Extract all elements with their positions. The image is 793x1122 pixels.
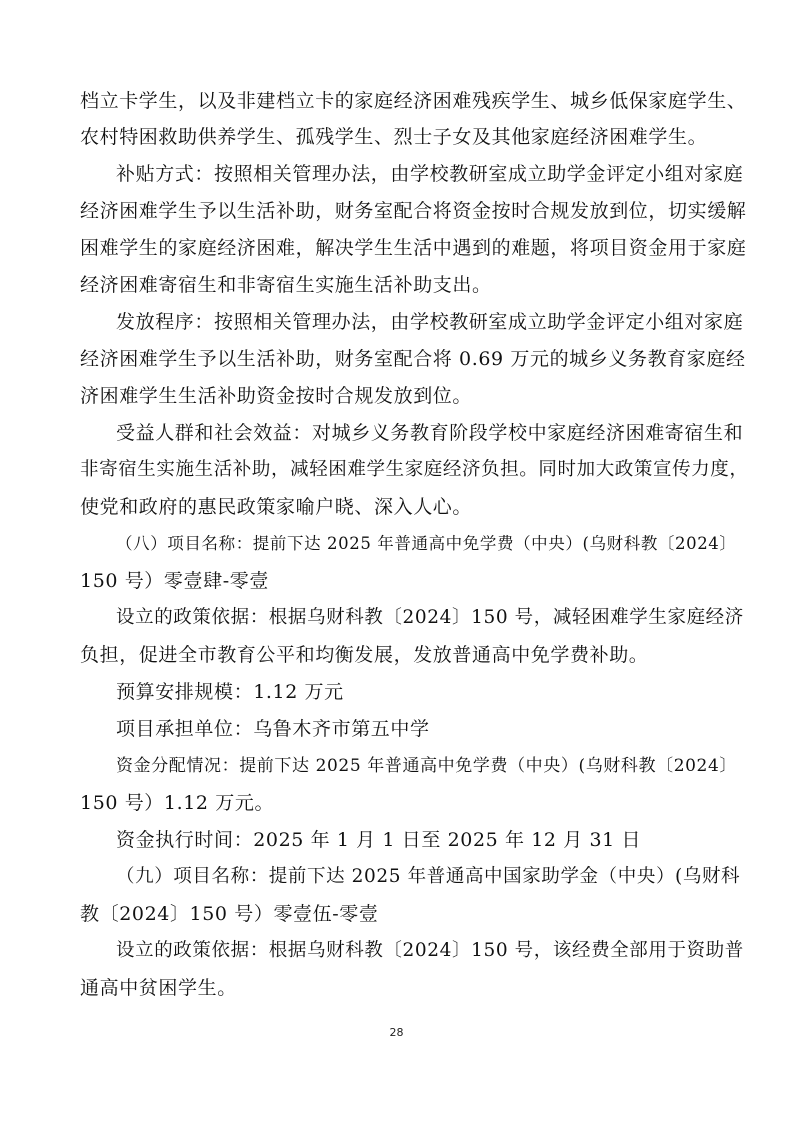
paragraph-line: 资金执行时间：2025 年 1 月 1 日至 2025 年 12 月 31 日: [116, 829, 642, 851]
paragraph-line: 经济困难学生予以生活补助，财务室配合将 0.69 万元的城乡义务教育家庭经: [80, 348, 746, 370]
paragraph-line: 农村特困救助供养学生、孤残学生、烈士子女及其他家庭经济困难学生。: [80, 126, 708, 148]
section-heading-line: （八）项目名称：提前下达 2025 年普通高中免学费（中央）(乌财科教〔2024〕: [116, 534, 737, 553]
paragraph-line: 补贴方式：按照相关管理办法，由学校教研室成立助学金评定小组对家庭: [116, 163, 744, 185]
paragraph-line: 发放程序：按照相关管理办法，由学校教研室成立助学金评定小组对家庭: [116, 311, 744, 333]
section-heading-line: 教〔2024〕150 号）零壹伍-零壹: [80, 903, 379, 925]
paragraph-line: 使党和政府的惠民政策家喻户晓、深入人心。: [80, 496, 473, 518]
paragraph-line: 非寄宿生实施生活补助，减轻困难学生家庭经济负担。同时加大政策宣传力度，: [80, 459, 749, 480]
paragraph-line: 经济困难学生予以生活补助，财务室配合将资金按时合规发放到位，切实缓解: [80, 200, 747, 222]
paragraph-line: 资金分配情况：提前下达 2025 年普通高中免学费（中央）(乌财科教〔2024〕: [116, 756, 737, 776]
paragraph-line: 项目承担单位：乌鲁木齐市第五中学: [116, 718, 430, 740]
page-number: 28: [389, 1026, 404, 1039]
paragraph-line: 通高中贫困学生。: [80, 977, 237, 999]
paragraph-line: 档立卡学生，以及非建档立卡的家庭经济困难残疾学生、城乡低保家庭学生、: [80, 90, 747, 112]
paragraph-line: 150 号）1.12 万元。: [80, 792, 275, 814]
paragraph-line: 设立的政策依据：根据乌财科教〔2024〕150 号，该经费全部用于资助普: [116, 940, 744, 961]
paragraph-line: 经济困难寄宿生和非寄宿生实施生活补助支出。: [80, 274, 492, 296]
paragraph-line: 负担，促进全市教育公平和均衡发展，发放普通高中免学费补助。: [80, 644, 649, 666]
paragraph-line: 受益人群和社会效益：对城乡义务教育阶段学校中家庭经济困难寄宿生和: [116, 422, 744, 444]
section-heading-line: （九）项目名称：提前下达 2025 年普通高中国家助学金（中央）(乌财科: [116, 866, 741, 887]
paragraph-line: 预算安排规模：1.12 万元: [116, 681, 344, 703]
paragraph-line: 济困难学生生活补助资金按时合规发放到位。: [80, 385, 473, 407]
section-heading-line: 150 号）零壹肆-零壹: [80, 570, 269, 592]
paragraph-line: 设立的政策依据：根据乌财科教〔2024〕150 号，减轻困难学生家庭经济: [116, 607, 744, 628]
paragraph-line: 困难学生的家庭经济困难，解决学生生活中遇到的难题，将项目资金用于家庭: [80, 237, 747, 259]
